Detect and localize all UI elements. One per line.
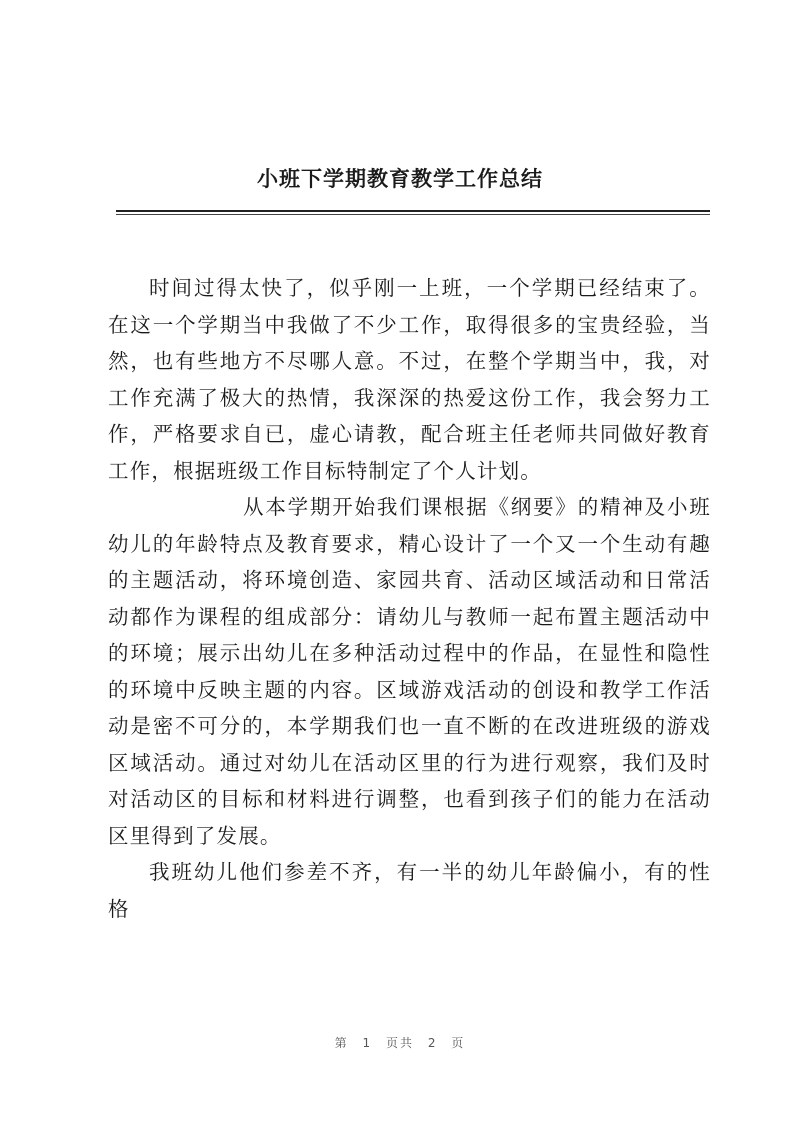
paragraph-1: 时间过得太快了，似乎刚一上班，一个学期已经结束了。在这一个学期当中我做了不少工作，取得很多的宝贵经验，当然，也有些地方不尽哪人意。不过，在整个学期当中，我，对工作充满了极大的热情，我深深的热爱这份工作，我会努力工作，严格要求自已，虚心请教，配合班主任老师共同做好教育工作，根据班级工作目标特制定了个人计划。 bbox=[108, 276, 711, 483]
paragraph-2: 从本学期开始我们课根据《纲要》的精神及小班幼儿的年龄特点及教育要求，精心设计了一个又一个生动有趣的主题活动，将环境创造、家园共育、活动区域活动和日常活动都作为课程的组成部分：请幼儿与教师一起布置主题活动中的环境；展示出幼儿在多种活动过程中的作品，在显性和隐性的环境中反映主题的内容。区域游戏活动的创设和教学工作活动是密不可分的，本学期我们也一直不断的在改进班级的游戏区域活动。通过对幼儿在活动区里的行为进行观察，我们及时对活动区的目标和材料进行调整，也看到孩子们的能力在活动区里得到了发展。 bbox=[108, 495, 711, 848]
footer-prefix: 第 bbox=[334, 1036, 349, 1050]
paragraph-3: 我班幼儿他们参差不齐，有一半的幼儿年龄偏小，有的性格 bbox=[108, 860, 711, 921]
page-footer bbox=[0, 1034, 800, 1051]
footer-suffix: 页 bbox=[451, 1036, 466, 1050]
title-underline-thin bbox=[116, 214, 710, 215]
title-underline-thick bbox=[116, 210, 710, 212]
footer-total-pages: 2 bbox=[427, 1036, 438, 1050]
footer-current-page: 1 bbox=[362, 1036, 373, 1050]
footer-middle: 页共 bbox=[385, 1036, 414, 1050]
document-title: 小班下学期教育教学工作总结 bbox=[257, 167, 543, 191]
document-body bbox=[108, 270, 711, 927]
